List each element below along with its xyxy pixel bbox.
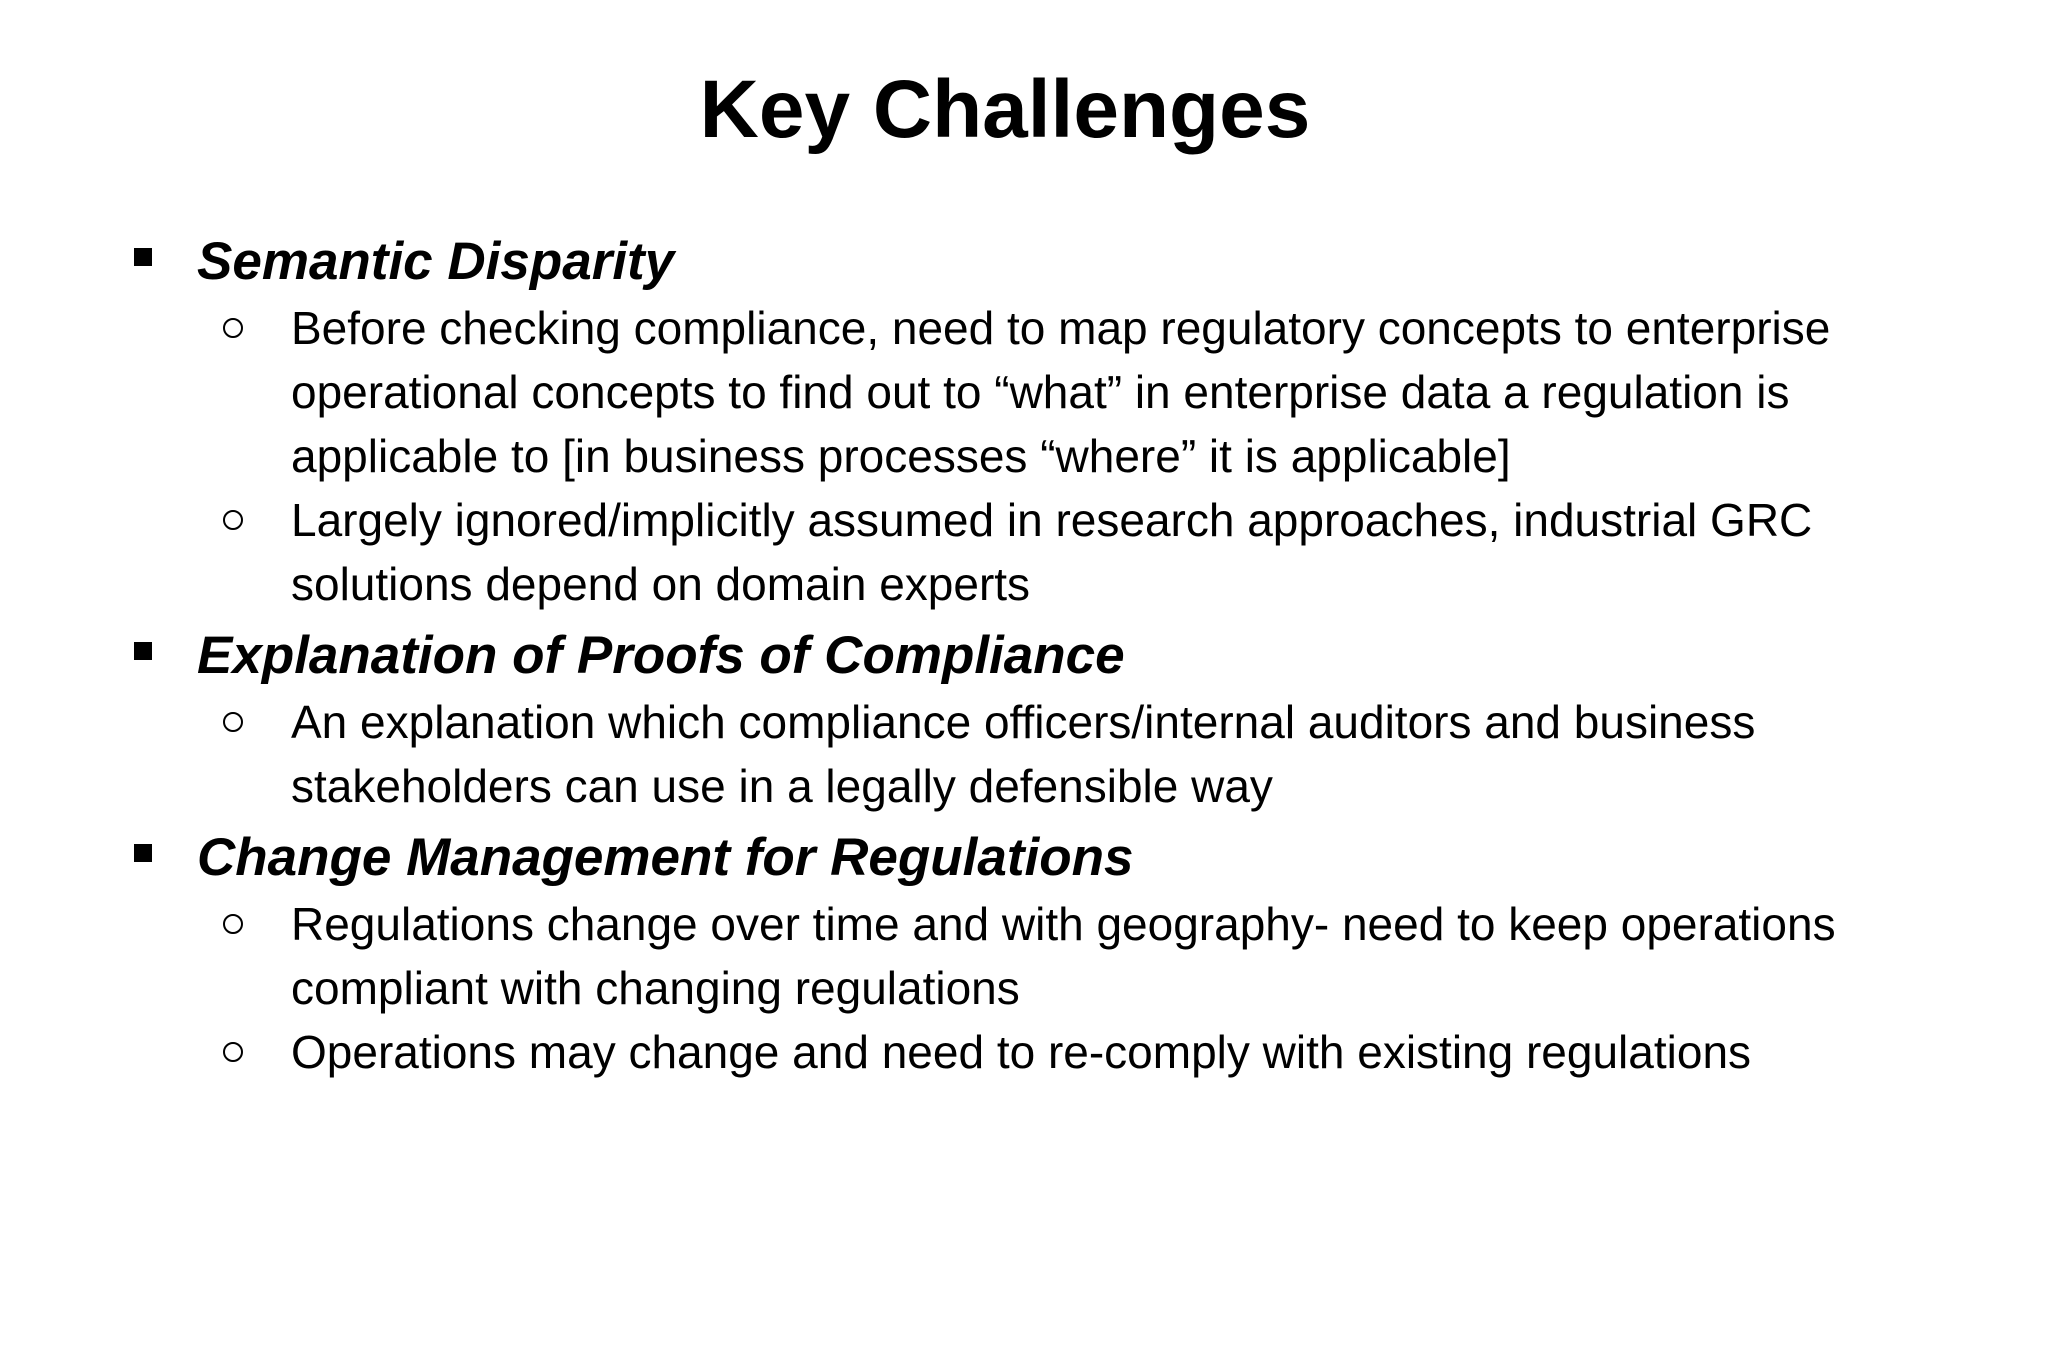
list-item-text: Operations may change and need to re-comply with existing regulations	[291, 1026, 1752, 1078]
list-item-text: Before checking compliance, need to map regulatory concepts to enterprise operational concepts to find out to “what” in enterprise data a regulation is applicable to [in business processes “where” it is applicable]	[291, 302, 1831, 482]
square-bullet-icon	[134, 642, 152, 660]
list-item-text: Largely ignored/implicitly assumed in research approaches, industrial GRC solutions depend on domain experts	[291, 494, 1813, 610]
section-heading-semantic-disparity	[0, 228, 2048, 296]
square-bullet-icon	[134, 248, 152, 266]
section-heading-explanation-of-proofs	[0, 622, 2048, 690]
section-heading-change-management	[0, 824, 2048, 892]
square-bullet-icon	[134, 844, 152, 862]
list-item-text: An explanation which compliance officers/internal auditors and business stakeholders can use in a legally defensible way	[291, 696, 1756, 812]
circle-bullet-icon	[223, 1042, 243, 1062]
list-item	[0, 296, 1931, 488]
section-heading-text: Explanation of Proofs of Compliance	[197, 626, 1125, 685]
list-item-text: Regulations change over time and with geography- need to keep operations compliant with changing regulations	[291, 898, 1836, 1014]
list-item	[0, 488, 1931, 616]
circle-bullet-icon	[223, 510, 243, 530]
section-heading-text: Change Management for Regulations	[197, 828, 1134, 887]
list-item	[0, 690, 1931, 818]
circle-bullet-icon	[223, 914, 243, 934]
circle-bullet-icon	[223, 712, 243, 732]
bullet-list	[0, 228, 2048, 1084]
circle-bullet-icon	[223, 318, 243, 338]
list-item	[0, 892, 1931, 1020]
slide-title: Key Challenges	[699, 64, 1311, 155]
list-item	[0, 1020, 1931, 1084]
section-heading-text: Semantic Disparity	[197, 232, 675, 291]
